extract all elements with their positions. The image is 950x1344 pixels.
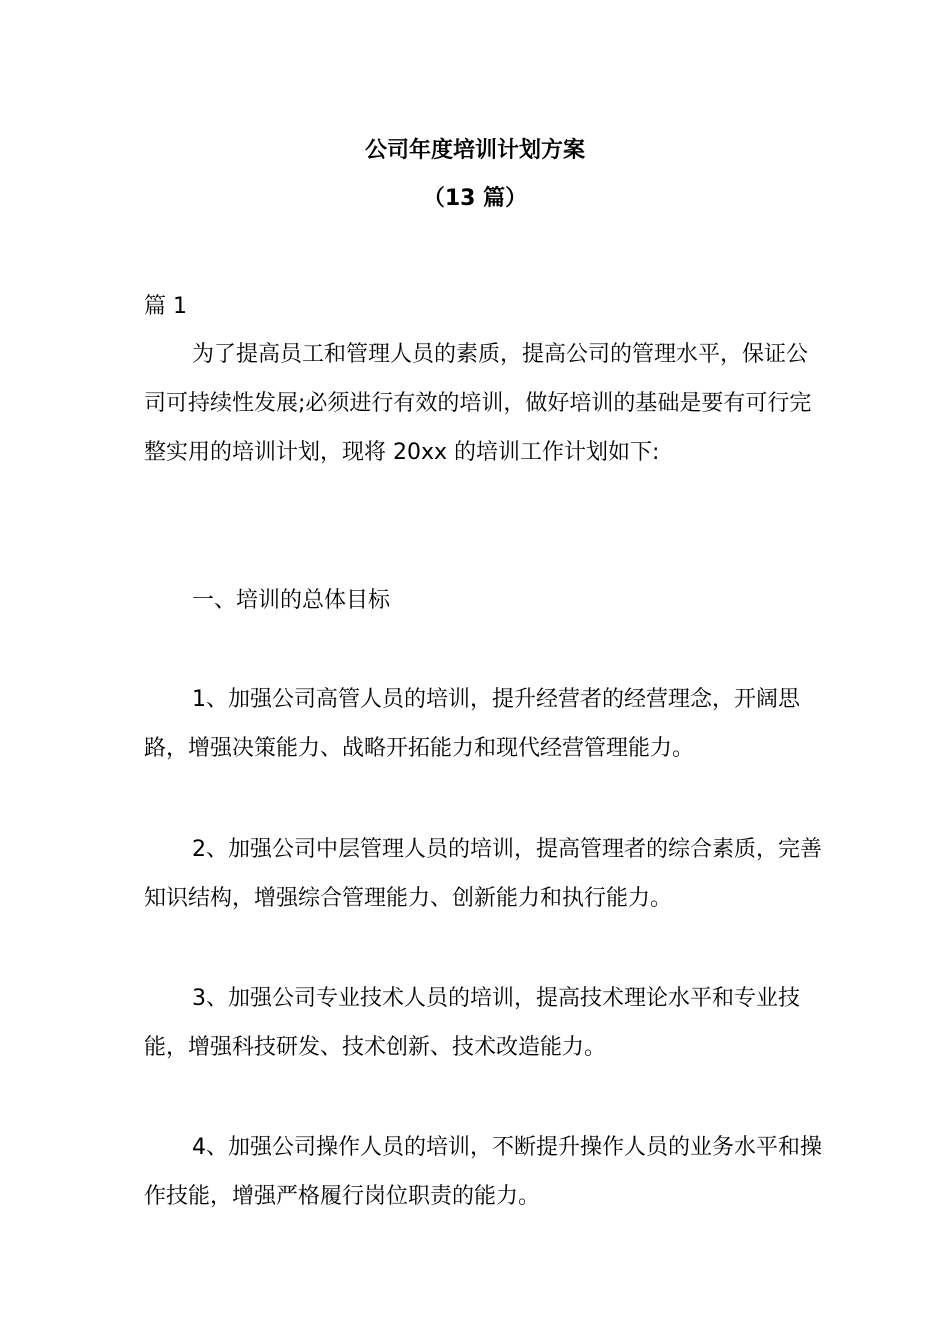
- goal-item-4: 4、加强公司操作人员的培训，不断提升操作人员的业务水平和操作技能，增强严格履行岗位职责的能力。: [144, 1135, 822, 1209]
- document-title: 公司年度培训计划方案: [364, 138, 585, 163]
- document-subtitle: （13 篇）: [422, 186, 528, 211]
- goal-item-2: 2、加强公司中层管理人员的培训，提高管理者的综合素质，完善知识结构，增强综合管理能力、创新能力和执行能力。: [144, 837, 822, 911]
- goal-item-1: 1、加强公司高管人员的培训，提升经营者的经营理念，开阔思路，增强决策能力、战略开拓能力和现代经营管理能力。: [144, 687, 800, 761]
- section-label: 篇 1: [144, 294, 187, 319]
- goal-item-3: 3、加强公司专业技术人员的培训，提高技术理论水平和专业技能，增强科技研发、技术创新、技术改造能力。: [144, 986, 800, 1060]
- intro-paragraph: 为了提高员工和管理人员的素质，提高公司的管理水平，保证公司可持续性发展;必须进行有效的培训，做好培训的基础是要有可行完整实用的培训计划，现将 20xx 的培训工作计划如下:: [144, 342, 812, 465]
- section-heading-goal: 一、培训的总体目标: [192, 588, 391, 613]
